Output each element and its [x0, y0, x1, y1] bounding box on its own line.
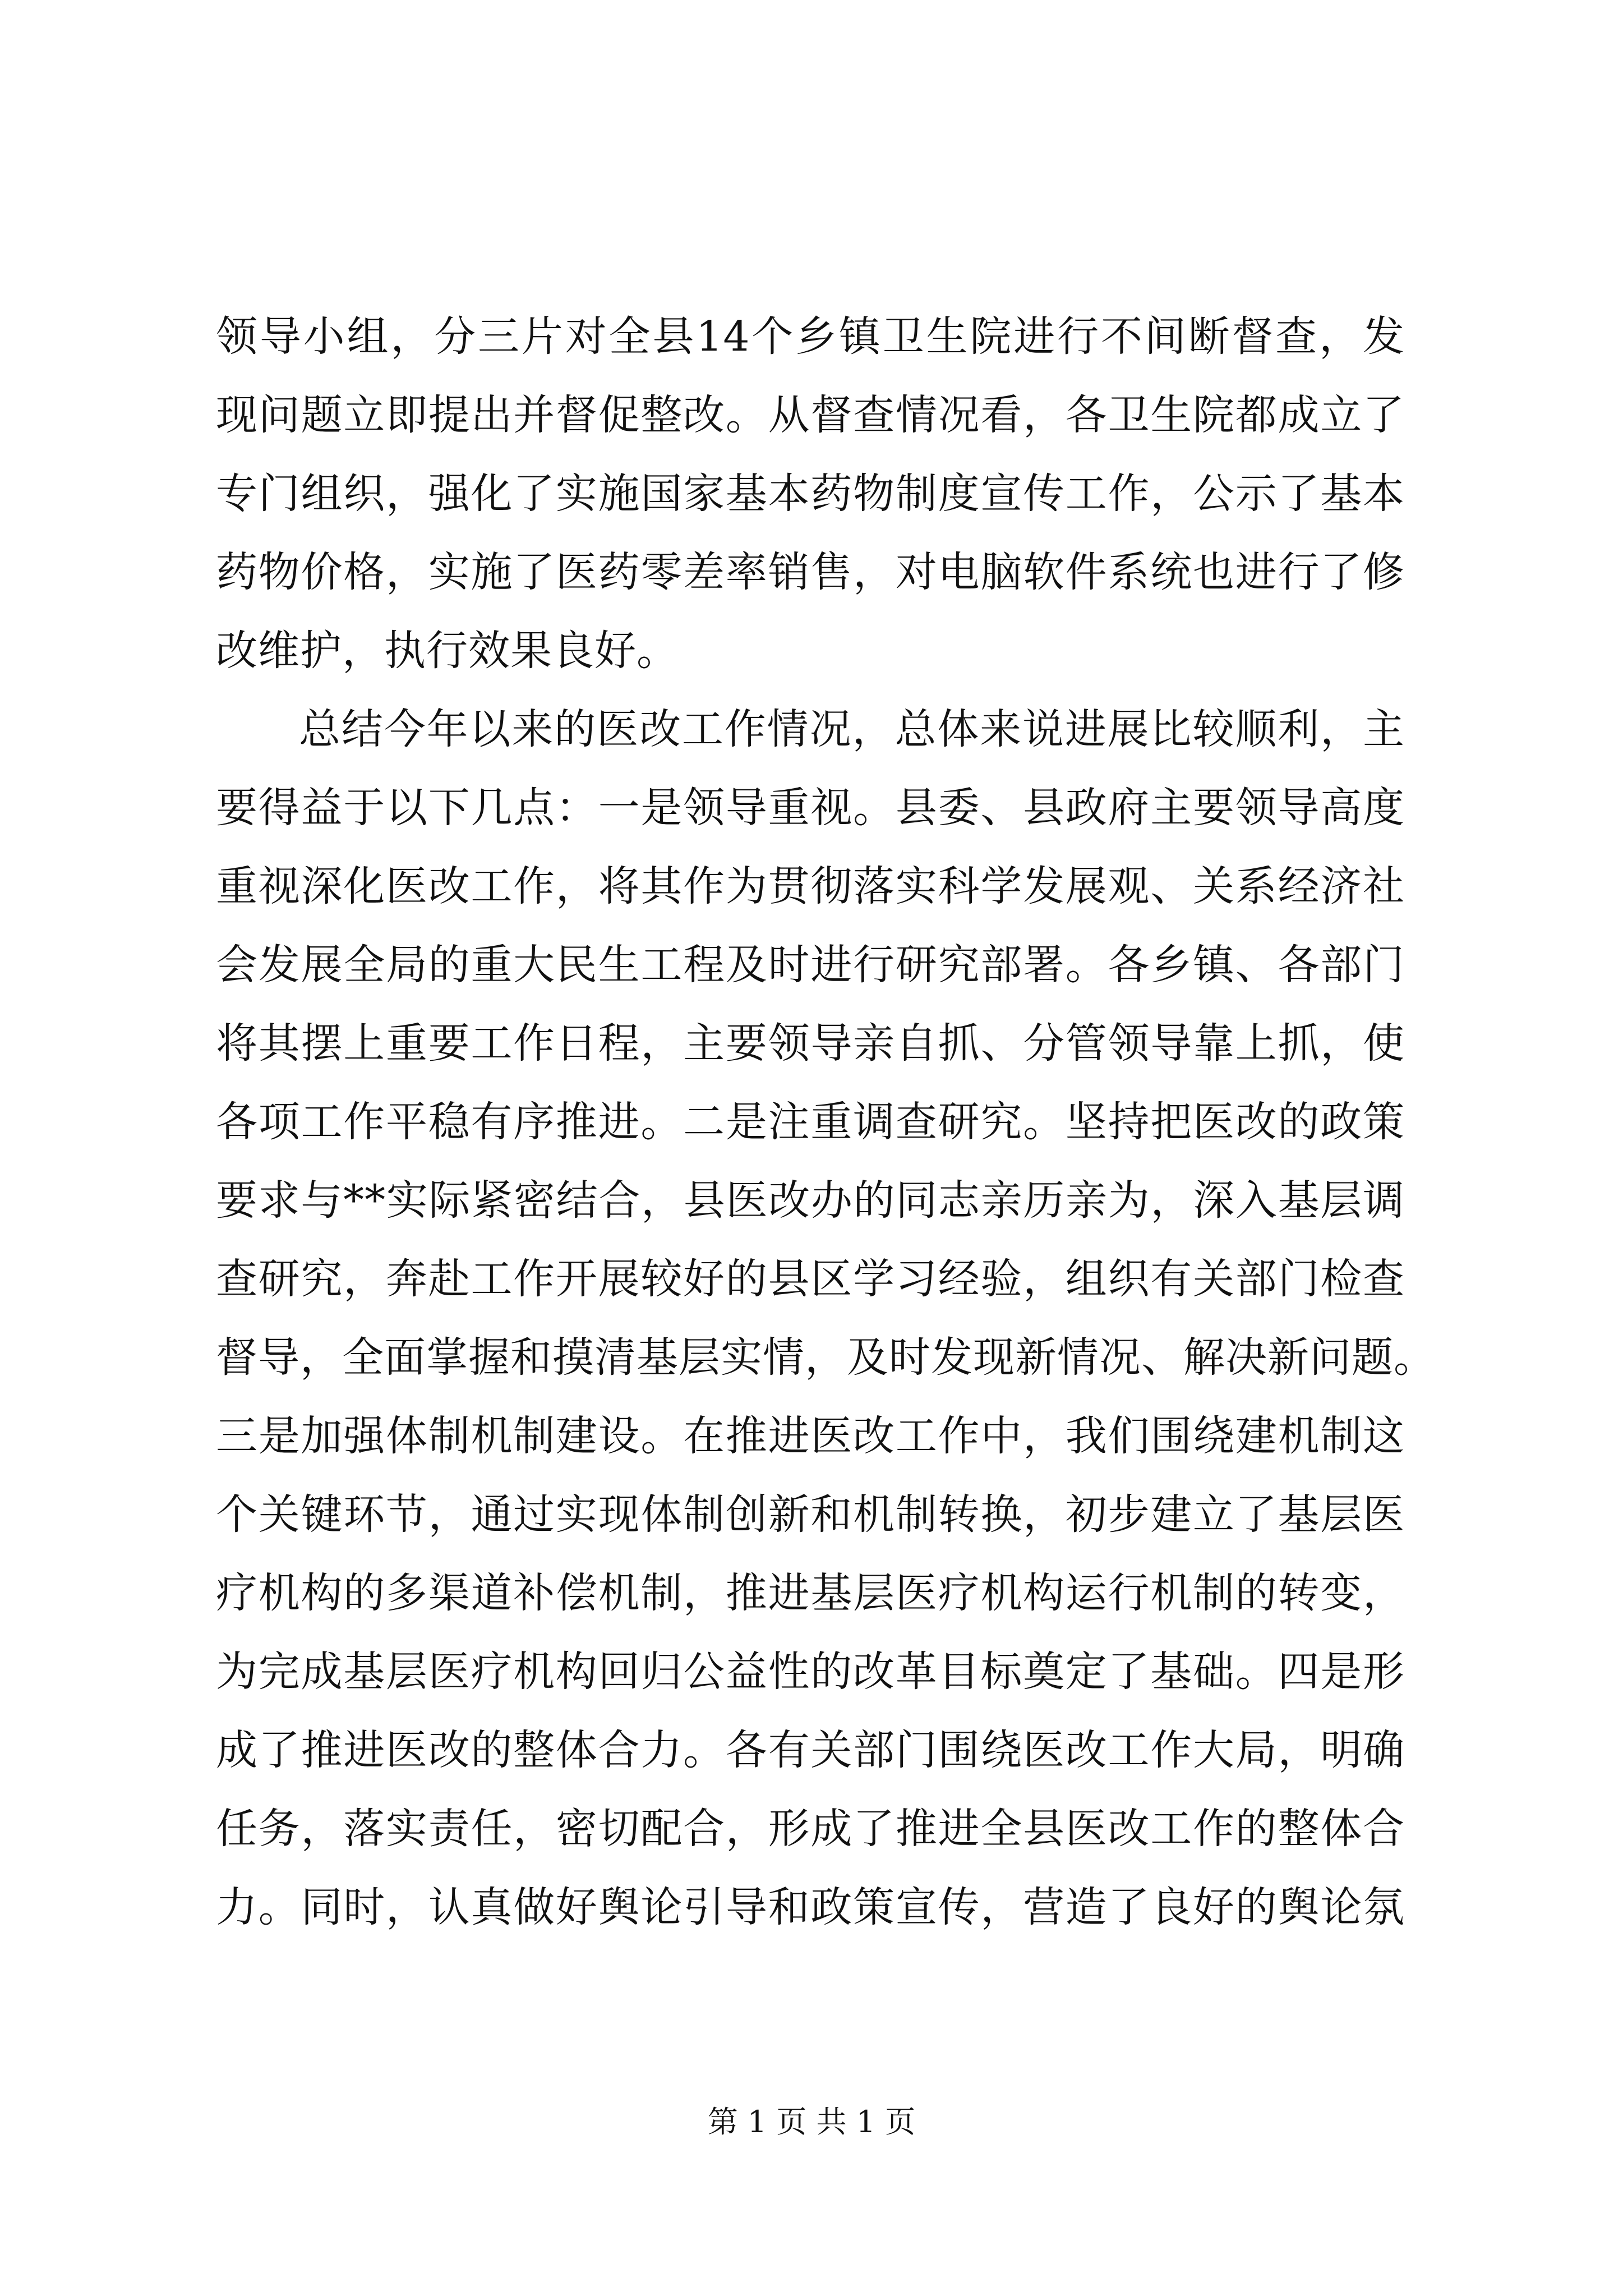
text-line: 改维护，执行效果良好。	[216, 627, 679, 675]
text-line: 个关键环节，通过实现体制创新和机制转换，初步建立了基层医	[216, 1490, 1405, 1539]
paragraph-1	[216, 297, 1405, 690]
text-line: 各项工作平稳有序推进。二是注重调查研究。坚持把医改的政策	[216, 1098, 1405, 1146]
page-footer: 第 1 页 共 1 页	[707, 2104, 916, 2139]
text-line: 领导小组，分三片对全县14个乡镇卫生院进行不间断督查，发	[216, 312, 1405, 361]
text-line: 现问题立即提出并督促整改。从督查情况看，各卫生院都成立了	[216, 391, 1405, 439]
text-line: 查研究，奔赴工作开展较好的县区学习经验，组织有关部门检查	[216, 1255, 1405, 1303]
text-line: 将其摆上重要工作日程，主要领导亲自抓、分管领导靠上抓，使	[216, 1019, 1405, 1068]
text-line: 总结今年以来的医改工作情况，总体来说进展比较顺利，主	[299, 705, 1405, 753]
text-line: 为完成基层医疗机构回归公益性的改革目标奠定了基础。四是形	[216, 1648, 1405, 1696]
text-line: 要得益于以下几点：一是领导重视。县委、县政府主要领导高度	[216, 784, 1405, 832]
text-line: 专门组织，强化了实施国家基本药物制度宣传工作，公示了基本	[216, 470, 1405, 518]
text-line: 成了推进医改的整体合力。各有关部门围绕医改工作大局，明确	[216, 1726, 1405, 1774]
text-line: 任务，落实责任，密切配合，形成了推进全县医改工作的整体合	[216, 1805, 1405, 1853]
paragraph-2	[216, 690, 1436, 1947]
text-line: 力。同时，认真做好舆论引导和政策宣传，营造了良好的舆论氛	[216, 1883, 1405, 1931]
text-line: 会发展全局的重大民生工程及时进行研究部署。各乡镇、各部门	[216, 941, 1405, 989]
text-line: 疗机构的多渠道补偿机制，推进基层医疗机构运行机制的转变，	[216, 1569, 1405, 1617]
text-line: 三是加强体制机制建设。在推进医改工作中，我们围绕建机制这	[216, 1412, 1405, 1460]
document-body	[216, 297, 1436, 1947]
text-line: 要求与**实际紧密结合，县医改办的同志亲历亲为，深入基层调	[216, 1176, 1405, 1225]
text-line: 药物价格，实施了医药零差率销售，对电脑软件系统也进行了修	[216, 548, 1405, 596]
text-line: 督导，全面掌握和摸清基层实情，及时发现新情况、解决新问题。	[216, 1333, 1436, 1382]
text-line: 重视深化医改工作，将其作为贯彻落实科学发展观、关系经济社	[216, 862, 1405, 910]
